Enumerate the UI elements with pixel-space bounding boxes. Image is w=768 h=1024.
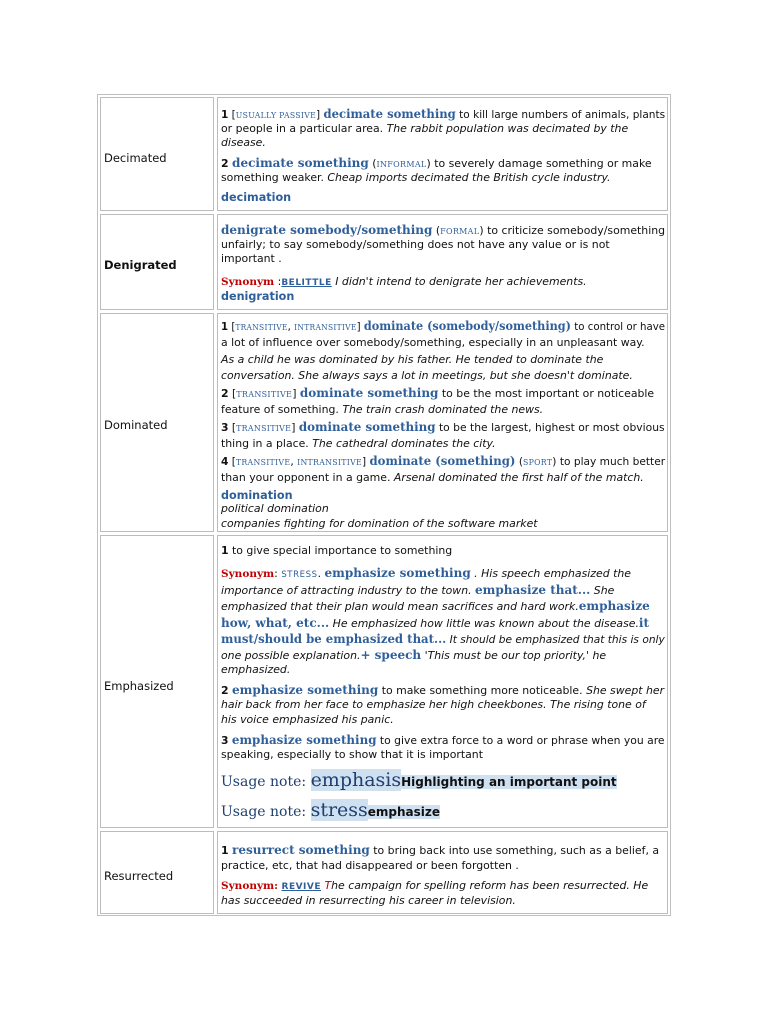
- headword: how, what, etc...: [221, 616, 330, 630]
- headword: speech: [374, 648, 422, 662]
- example-text: emphasized that their plan would mean sacrifices and hard work.: [221, 600, 579, 613]
- definition-line: 3 [TRANSITIVE] dominate something to be the largest, highest or most obvious: [221, 420, 665, 434]
- definition-line: [221, 894, 516, 908]
- example-text: companies fighting for domination of the software market: [221, 517, 538, 530]
- definition-line: [221, 698, 646, 712]
- word-label: Resurrected: [104, 869, 174, 883]
- definition-cell: [217, 831, 668, 914]
- example-text: The rabbit population was decimated by the: [386, 122, 629, 135]
- synonym-link[interactable]: REVIVE: [281, 882, 322, 892]
- word-label: Decimated: [104, 151, 167, 165]
- example-text: I didn't intend to denigrate her achievements.: [331, 275, 587, 288]
- definition-cell: [217, 214, 668, 310]
- definition-line: 1 to give special importance to something: [221, 544, 453, 557]
- definition-line: [221, 353, 603, 367]
- definition-line: [221, 369, 633, 383]
- word-cell: [100, 214, 214, 310]
- example-text: . His speech emphasized the: [470, 567, 631, 580]
- definition-line: thing in a place. The cathedral dominates the city.: [221, 437, 496, 450]
- definition-cell: [217, 97, 668, 211]
- headword: emphasize something: [324, 566, 471, 580]
- headword: dominate (something): [369, 454, 516, 468]
- example-text: hair back from her face to emphasize her high cheekbones. The rising tone of: [221, 698, 646, 711]
- derivative-line: [221, 290, 294, 304]
- definition-line: 1 [TRANSITIVE, INTRANSITIVE] dominate (somebody/something) to control or have: [221, 319, 666, 333]
- synonym-line: Synonym: STRESS. emphasize something . His speech emphasized the: [221, 566, 631, 580]
- headword: emphasize something: [232, 683, 379, 697]
- headword: denigrate somebody/something: [221, 223, 433, 237]
- derivative-word: decimation: [221, 191, 292, 204]
- definition-line: 4 [TRANSITIVE, INTRANSITIVE] dominate (something) (SPORT) to play much better: [221, 454, 666, 468]
- headword: emphasize that...: [475, 583, 591, 597]
- usage-note-link: stress: [310, 799, 368, 821]
- headword: decimate something: [232, 156, 369, 170]
- example-text: She swept her: [586, 684, 665, 697]
- definition-line: unfairly; to say somebody/something does not have any value or is not: [221, 238, 610, 251]
- definition-line: 2 decimate something (INFORMAL) to severely damage something or make: [221, 156, 652, 170]
- definition-line: 1 resurrect something to bring back into use something, such as a belief, a: [221, 843, 660, 857]
- word-label: Denigrated: [104, 258, 177, 272]
- definition-line: [221, 502, 329, 516]
- example-text: disease.: [221, 136, 266, 149]
- definition-line: [221, 663, 290, 677]
- example-text: Arsenal dominated the first half of the match.: [393, 471, 644, 484]
- word-label: Dominated: [104, 418, 168, 432]
- definition-line: [221, 136, 266, 150]
- definition-line: one possible explanation.+ speech 'This must be our top priority,' he: [221, 648, 607, 662]
- table-row: [100, 313, 668, 532]
- derivative-word: denigration: [221, 290, 295, 303]
- example-text: has succeeded in resurrecting his career in television.: [221, 894, 516, 907]
- definition-line: 2 [TRANSITIVE] dominate something to be the most important or noticeable: [221, 386, 655, 400]
- example-text: his voice emphasized his panic.: [221, 713, 394, 726]
- example-text: The cathedral dominates the city.: [312, 437, 496, 450]
- definition-line: how, what, etc... He emphasized how little was known about the disease.it: [221, 616, 650, 630]
- definition-line: something weaker. Cheap imports decimated the British cycle industry.: [221, 171, 611, 184]
- definition-line: importance of attracting industry to the town. emphasize that... She: [221, 583, 615, 597]
- derivative-line: [221, 191, 291, 205]
- derivative-word: domination: [221, 489, 293, 502]
- headword: emphasize something: [231, 733, 377, 747]
- headword: dominate something: [299, 386, 439, 400]
- definition-line: than your opponent in a game. Arsenal dominated the first half of the match.: [221, 471, 644, 484]
- example-text: importance of attracting industry to the town.: [221, 584, 476, 597]
- table-row: [100, 535, 668, 828]
- definition-line: [221, 599, 650, 614]
- example-text: one possible explanation.: [221, 649, 361, 662]
- definition-line: feature of something. The train crash dominated the news.: [221, 403, 544, 416]
- usage-note[interactable]: Usage note: stressemphasize: [221, 799, 441, 821]
- definition-line: [221, 517, 538, 531]
- headword: decimate something: [323, 107, 456, 121]
- headword: emphasize: [578, 599, 650, 613]
- synonym-line: Synonym: REVIVE The campaign for spelling reform has been resurrected. He: [221, 879, 649, 892]
- usage-note[interactable]: Usage note: emphasisHighlighting an important point: [221, 769, 617, 791]
- definition-line: 2 emphasize something to make something more noticeable. She swept her: [221, 683, 665, 697]
- table-row: [100, 214, 668, 310]
- synonym-word: STRESS: [281, 570, 318, 580]
- example-text: Cheap imports decimated the British cycle industry.: [327, 171, 611, 184]
- headword: must/should be emphasized that...: [221, 632, 447, 646]
- example-text: emphasized.: [221, 663, 291, 676]
- definition-line: or people in a particular area. The rabbit population was decimated by the: [221, 122, 629, 135]
- example-text: political domination: [221, 502, 329, 515]
- definition-line: [221, 632, 665, 647]
- definition-cell: [217, 313, 668, 532]
- vocabulary-table: [97, 94, 671, 916]
- table-row: [100, 97, 668, 211]
- definition-line: important .: [221, 252, 282, 265]
- headword: resurrect something: [232, 843, 370, 857]
- synonym-label: Synonym: [221, 568, 275, 580]
- synonym-link[interactable]: BELITTLE: [281, 278, 332, 288]
- synonym-label: Synonym:: [221, 880, 279, 892]
- headword: dominate something: [298, 420, 436, 434]
- word-cell: [100, 97, 214, 211]
- headword: dominate (somebody/something): [363, 319, 571, 333]
- table-row: [100, 831, 668, 914]
- definition-line: [221, 713, 394, 727]
- example-text: The train crash dominated the news.: [342, 403, 544, 416]
- example-text: conversation. She always says a lot in meetings, but she doesn't dominate.: [221, 369, 633, 382]
- definition-line: 1 [USUALLY PASSIVE] decimate something to kill large numbers of animals, plants: [221, 107, 666, 121]
- synonym-label: Synonym: [221, 276, 275, 288]
- definition-line: a lot of influence over somebody/something, especially in an unpleasant way.: [221, 336, 645, 349]
- definition-line: speaking, especially to show that it is important: [221, 748, 483, 761]
- example-text: It should be emphasized that this is only: [446, 633, 665, 646]
- word-cell: [100, 313, 214, 532]
- definition-cell: [217, 535, 668, 828]
- derivative-line: [221, 489, 293, 503]
- usage-note-link: emphasis: [310, 769, 402, 791]
- definition-line: 3 emphasize something to give extra force to a word or phrase when you are: [221, 733, 665, 747]
- definition-line: practice, etc, that had disappeared or been forgotten .: [221, 859, 519, 872]
- word-cell: [100, 535, 214, 828]
- example-text: He emphasized how little was known about the disease.: [329, 617, 639, 630]
- example-text: As a child he was dominated by his father. He tended to dominate the: [221, 353, 604, 366]
- example-text: he campaign for spelling reform has been resurrected. He: [331, 879, 649, 892]
- word-cell: [100, 831, 214, 914]
- synonym-line: Synonym :BELITTLE I didn't intend to denigrate her achievements.: [221, 275, 587, 288]
- word-label: Emphasized: [104, 679, 174, 693]
- definition-line: denigrate somebody/something (FORMAL) to criticize somebody/something: [221, 223, 666, 237]
